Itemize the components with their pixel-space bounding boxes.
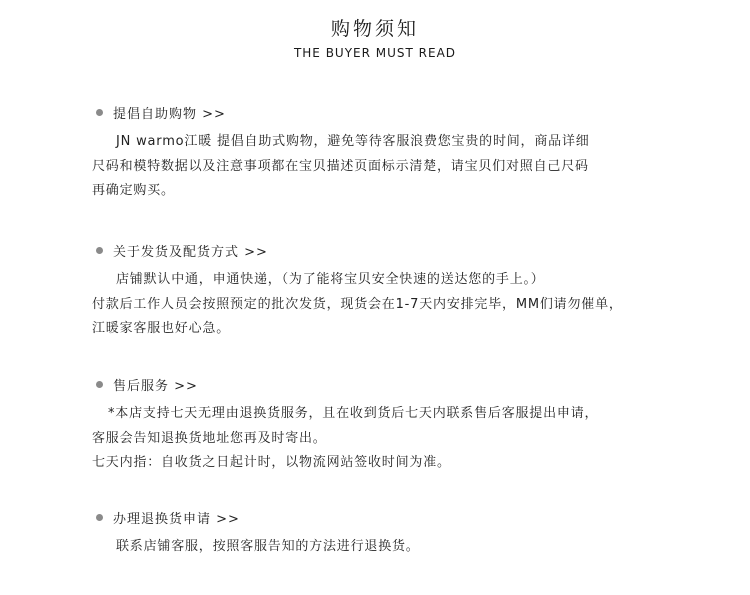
bullet-icon	[96, 109, 103, 116]
section-body	[92, 402, 702, 476]
body-line: 再确定购买。	[92, 183, 175, 198]
body-line: *本店支持七天无理由退换货服务，且在收到货后七天内联系售后客服提出申请，	[108, 406, 599, 421]
body-line: 店铺默认中通，申通快递，（为了能将宝贝安全快速的送达您的手上。）	[116, 272, 545, 287]
body-line: 联系店铺客服，按照客服告知的方法进行退换货。	[116, 539, 420, 554]
section-body	[92, 535, 702, 560]
bullet-icon	[96, 514, 103, 521]
section-body	[92, 130, 702, 204]
section-heading-label: 关于发货及配货方式 >>	[113, 245, 268, 260]
section-heading-label: 提倡自助购物 >>	[113, 107, 226, 122]
section-heading	[96, 103, 226, 122]
page-title: 购物须知	[330, 18, 419, 40]
section-heading	[96, 241, 268, 260]
body-line: 七天内指：自收货之日起计时，以物流网站签收时间为准。	[92, 455, 451, 470]
section-heading-label: 售后服务 >>	[113, 379, 198, 394]
body-line: 江暖家客服也好心急。	[92, 321, 231, 336]
body-line: 客服会告知退换货地址您再及时寄出。	[92, 430, 327, 446]
body-line: 尺码和模特数据以及注意事项都在宝贝描述页面标示清楚，请宝贝们对照自己尺码	[92, 158, 589, 174]
page-subtitle: THE BUYER MUST READ	[293, 46, 457, 60]
section-body	[92, 268, 702, 342]
section-heading-label: 办理退换货申请 >>	[113, 512, 240, 527]
section-heading	[96, 375, 198, 394]
bullet-icon	[96, 381, 103, 388]
bullet-icon	[96, 247, 103, 254]
body-line: 付款后工作人员会按照预定的批次发货，现货会在1-7天内安排完毕，MM们请勿催单，	[92, 296, 623, 312]
section-heading	[96, 508, 240, 527]
body-line: JN warmo江暖 提倡自助式购物，避免等待客服浪费您宝贵的时间，商品详细	[116, 134, 590, 149]
